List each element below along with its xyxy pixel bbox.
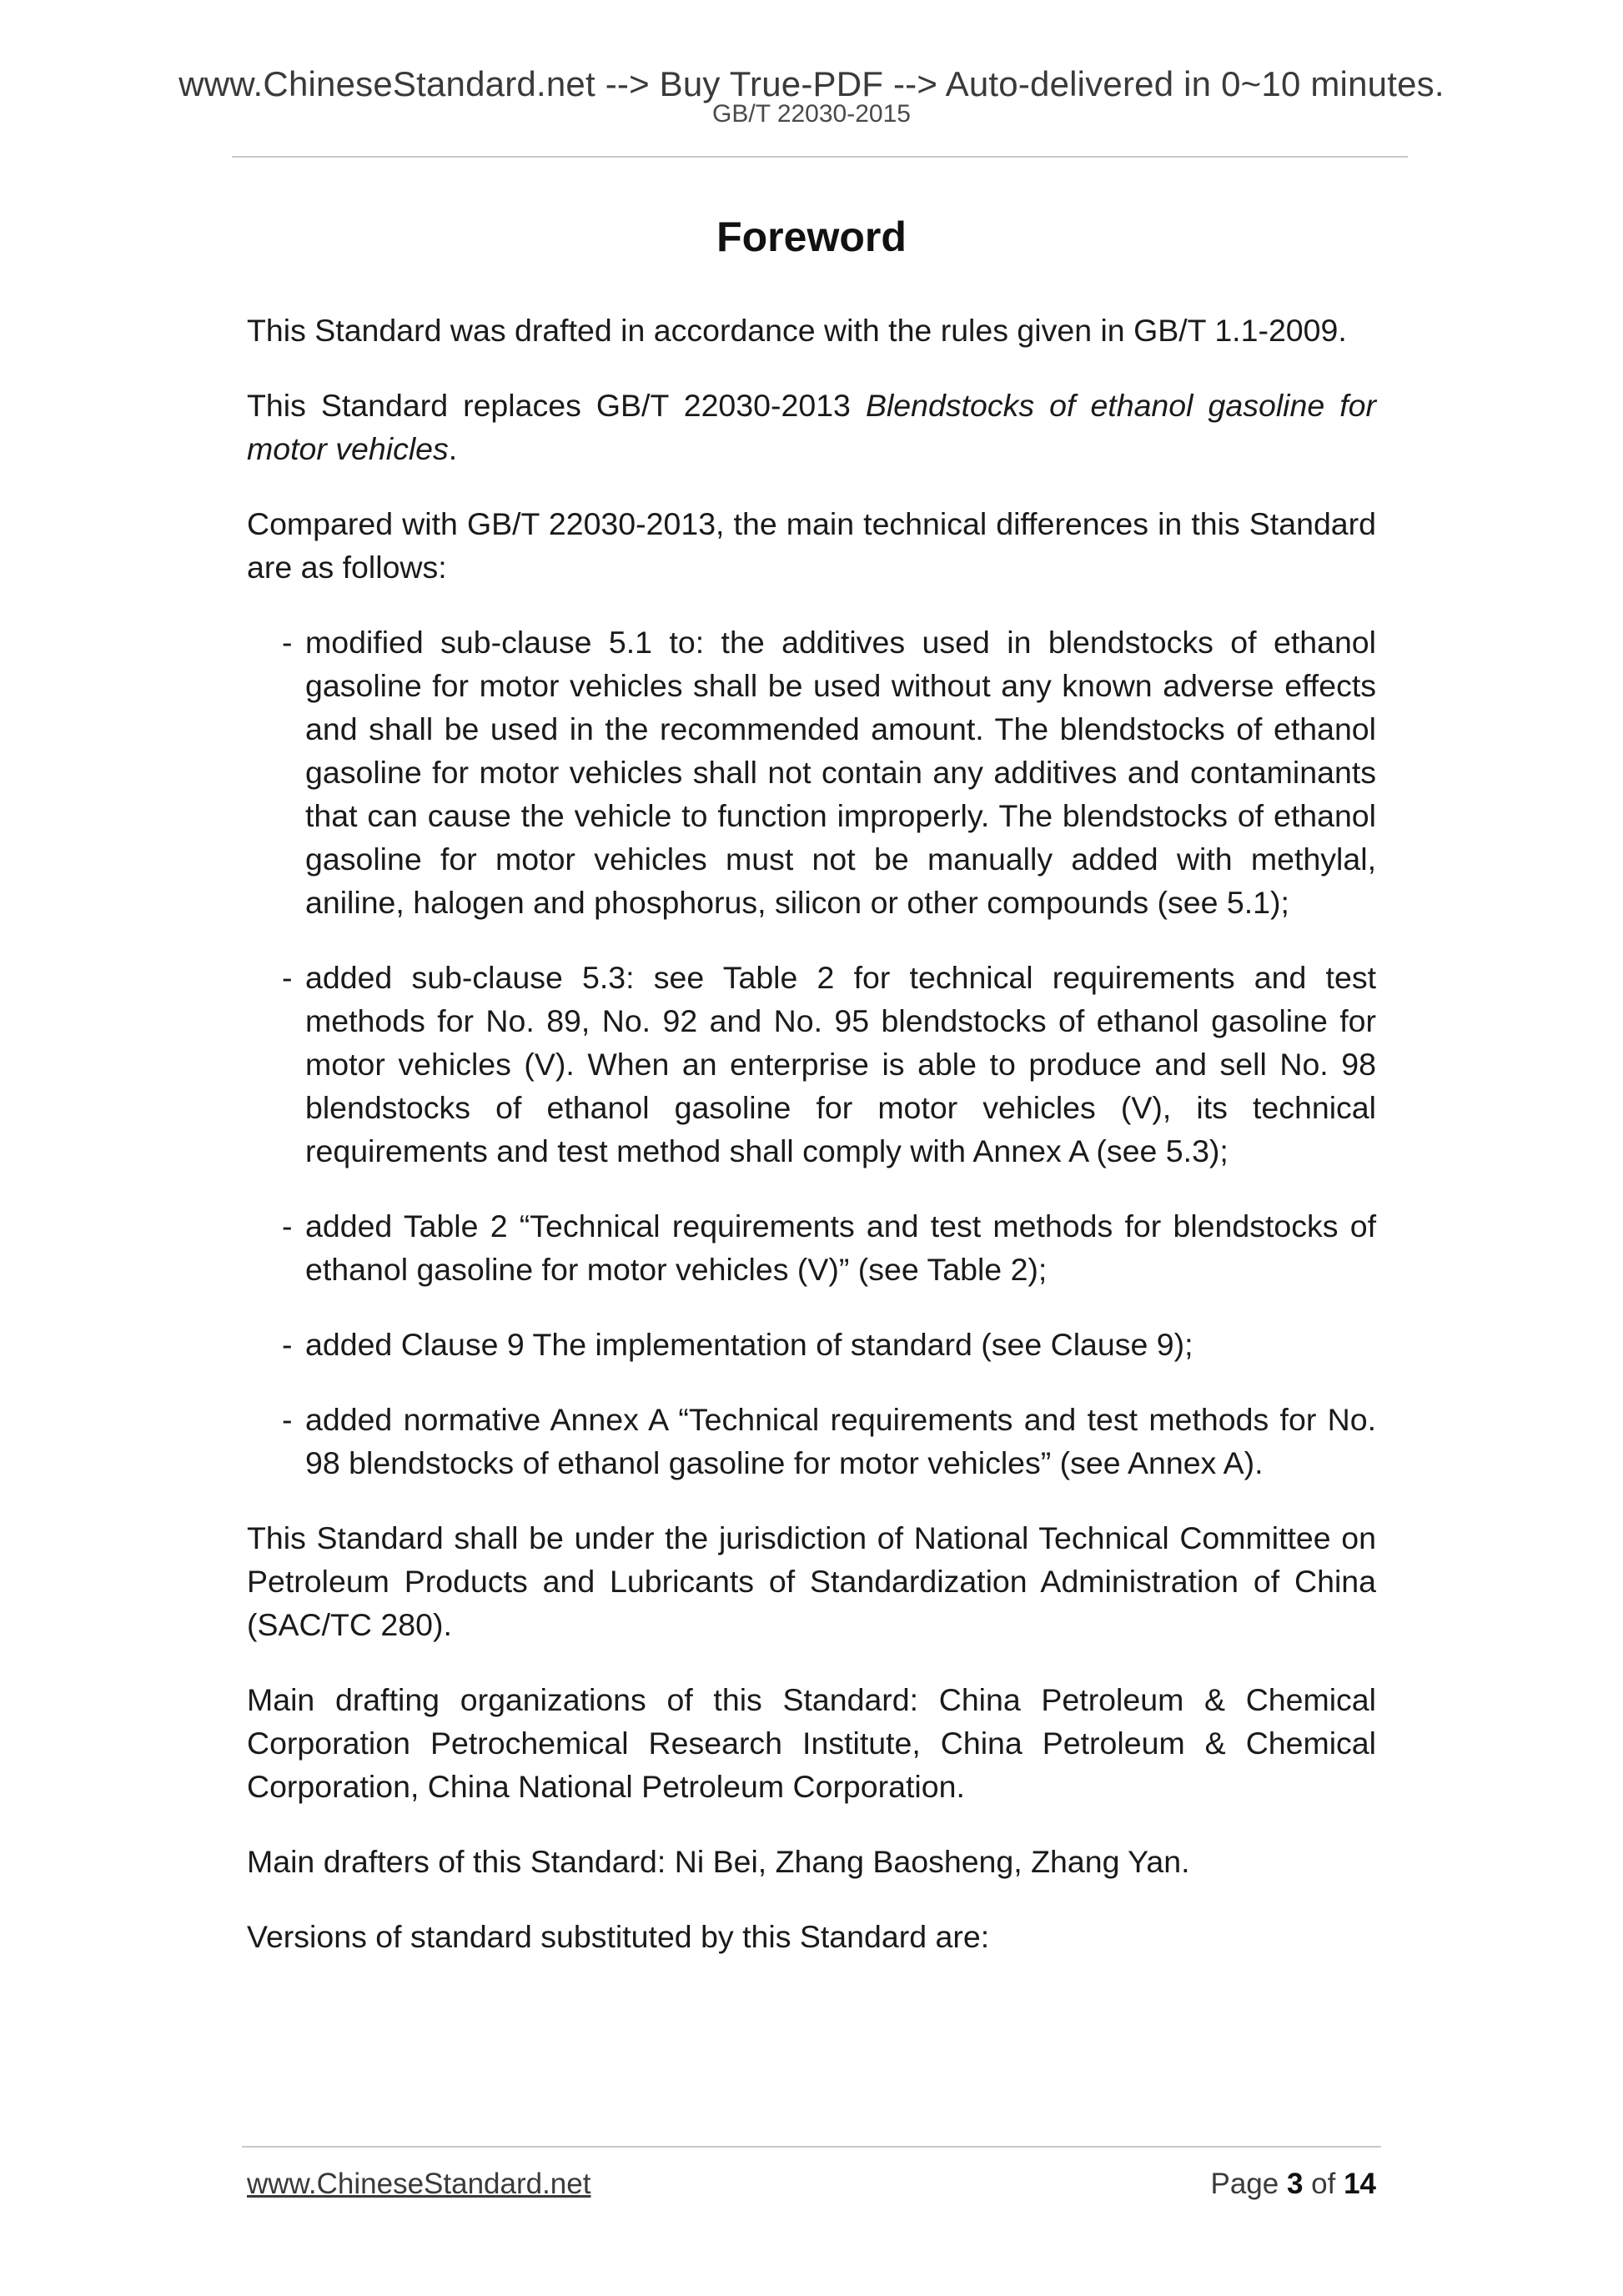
- list-dash: -: [282, 960, 293, 995]
- list-item-text: modified sub-clause 5.1 to: the additives used in blendstocks of ethanol gasoline for motor vehicles shall be used without any known adverse effects and shall be used in the recommended amount. The blendstocks of ethanol gasoline for motor vehicles shall not contain any additives and contaminants that can cause the vehicle to function improperly. The blendstocks of ethanol gasoline for motor vehicles must not be manually added with methylal, aniline, halogen and phosphorus, silicon or other compounds (see 5.1);: [305, 625, 1376, 920]
- list-item: [247, 620, 1376, 924]
- list-item-text: added Table 2 “Technical requirements and test methods for blendstocks of ethanol gasoline for motor vehicles (V)” (see Table 2);: [305, 1208, 1376, 1287]
- page-label: Page: [1210, 2168, 1287, 2200]
- list-item-text: added Clause 9 The implementation of standard (see Clause 9);: [305, 1327, 1193, 1362]
- paragraph-drafting-organizations: Main drafting organizations of this Standard: China Petroleum & Chemical Corporation Petrochemical Research Institute, China Petroleum & Chemical Corporation, China National Petroleum Corporation.: [247, 1682, 1376, 1804]
- page-of: of: [1303, 2168, 1344, 2200]
- paragraph-differences-intro: Compared with GB/T 22030-2013, the main technical differences in this Standard are as follows:: [247, 506, 1376, 585]
- standard-code: GB/T 22030-2015: [712, 100, 911, 128]
- header-banner[interactable]: www.ChineseStandard.net --> Buy True-PDF --> Auto-delivered in 0~10 minutes.: [178, 64, 1445, 103]
- list-dash: -: [282, 625, 293, 660]
- list-dash: -: [282, 1402, 293, 1437]
- list-dash: -: [282, 1327, 293, 1362]
- foreword-body: [247, 309, 1376, 1958]
- differences-list: [247, 620, 1376, 1485]
- replaces-prefix: This Standard replaces GB/T 22030-2013: [247, 388, 866, 423]
- page-title: Foreword: [716, 214, 907, 260]
- paragraph-drafting-rules: This Standard was drafted in accordance with the rules given in GB/T 1.1-2009.: [247, 313, 1347, 348]
- list-item: [247, 1323, 1376, 1366]
- list-item-text: added sub-clause 5.3: see Table 2 for technical requirements and test methods for No. 89, No. 92 and No. 95 blendstocks of ethanol gasoline for motor vehicles (V). When an enterprise is able to produce and sell No. 98 blendstocks of ethanol gasoline for motor vehicles (V), its technical requirements and test method shall comply with Annex A (see 5.3);: [305, 960, 1376, 1168]
- footer-website-link[interactable]: www.ChineseStandard.net: [247, 2168, 591, 2200]
- header-divider: [232, 156, 1408, 158]
- list-item: [247, 956, 1376, 1173]
- footer-divider: [242, 2146, 1381, 2148]
- paragraph-replaces: [247, 384, 1376, 470]
- page-number: [1210, 2166, 1376, 2203]
- replaced-standard-title: Blendstocks of ethanol gasoline for motor vehicles: [247, 388, 1376, 466]
- paragraph-drafters: Main drafters of this Standard: Ni Bei, Zhang Baosheng, Zhang Yan.: [247, 1844, 1190, 1879]
- replaces-suffix: .: [448, 431, 458, 466]
- page-total: 14: [1344, 2168, 1376, 2200]
- list-dash: -: [282, 1208, 293, 1243]
- paragraph-jurisdiction: This Standard shall be under the jurisdiction of National Technical Committee on Petroleum Products and Lubricants of Standardization Administration of China (SAC/TC 280).: [247, 1520, 1376, 1642]
- list-item-text: added normative Annex A “Technical requirements and test methods for No. 98 blendstocks of ethanol gasoline for motor vehicles” (see Annex A).: [305, 1402, 1376, 1480]
- paragraph-versions: Versions of standard substituted by this Standard are:: [247, 1919, 990, 1954]
- list-item: [247, 1204, 1376, 1291]
- page-header: [0, 63, 1623, 127]
- page-current: 3: [1286, 2168, 1304, 2200]
- list-item: [247, 1398, 1376, 1485]
